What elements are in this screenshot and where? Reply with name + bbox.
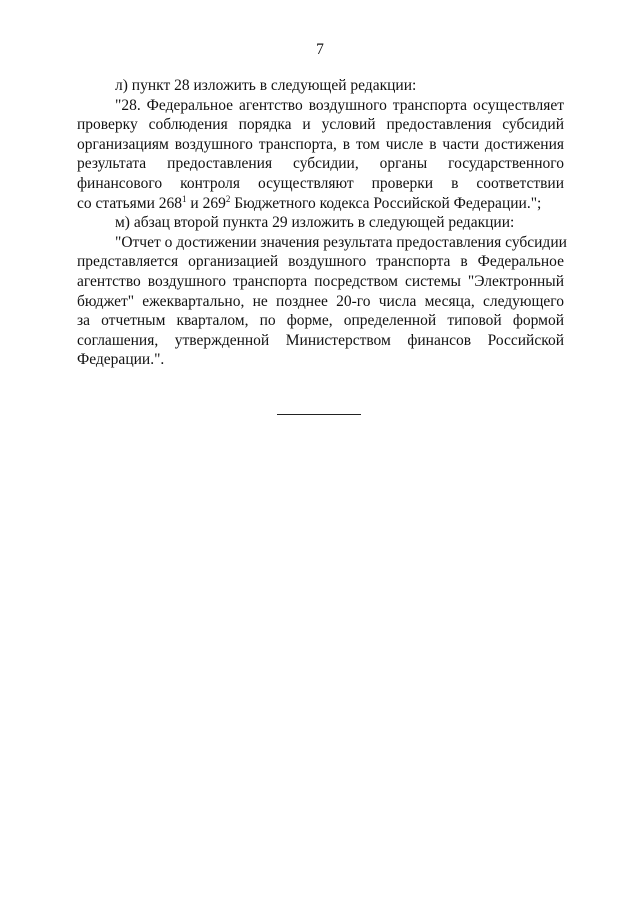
text-line: представляется организацией воздушного транспорта в Федеральное: [77, 253, 564, 271]
text-line: "28. Федеральное агентство воздушного транспорта осуществляет: [115, 96, 564, 114]
text-line: за отчетным кварталом, по форме, определенной типовой формой: [77, 312, 564, 330]
superscript-1: 1: [182, 193, 187, 204]
text-fragment: со статьями 268: [77, 194, 183, 212]
text-line: финансового контроля осуществляют проверки в соответствии: [77, 174, 564, 192]
text-fragment: и 269: [186, 194, 226, 212]
text-line: результата предоставления субсидии, органы государственного: [77, 155, 564, 173]
paragraph-l-amendment: [77, 96, 564, 214]
text-line: л) пункт 28 изложить в следующей редакции:: [115, 77, 417, 94]
end-divider-line: [277, 414, 361, 415]
text-line-with-superscripts: [77, 194, 564, 214]
text-line: агентство воздушного транспорта посредством системы "Электронный: [77, 272, 564, 290]
text-line: "Отчет о достижении значения результата предоставления субсидии: [115, 233, 567, 251]
document-body: [77, 76, 567, 370]
text-fragment: Бюджетного кодекса Российской Федерации.";: [230, 194, 542, 212]
text-line: бюджет" ежеквартально, не позднее 20-го числа месяца, следующего: [77, 292, 564, 310]
text-line: м) абзац второй пункта 29 изложить в следующей редакции:: [115, 214, 515, 232]
page-number: 7: [316, 41, 324, 58]
text-line: Федерации.".: [77, 351, 165, 369]
superscript-2: 2: [225, 193, 231, 204]
paragraph-m-intro: [77, 213, 564, 233]
paragraph-m-amendment: [77, 233, 567, 370]
text-line: соглашения, утвержденной Министерством финансов Российской: [77, 331, 564, 349]
text-line: проверку соблюдения порядка и условий предоставления субсидий: [77, 116, 564, 134]
paragraph-l-intro: [77, 76, 564, 96]
text-line: организациям воздушного транспорта, в том числе в части достижения: [77, 135, 564, 153]
